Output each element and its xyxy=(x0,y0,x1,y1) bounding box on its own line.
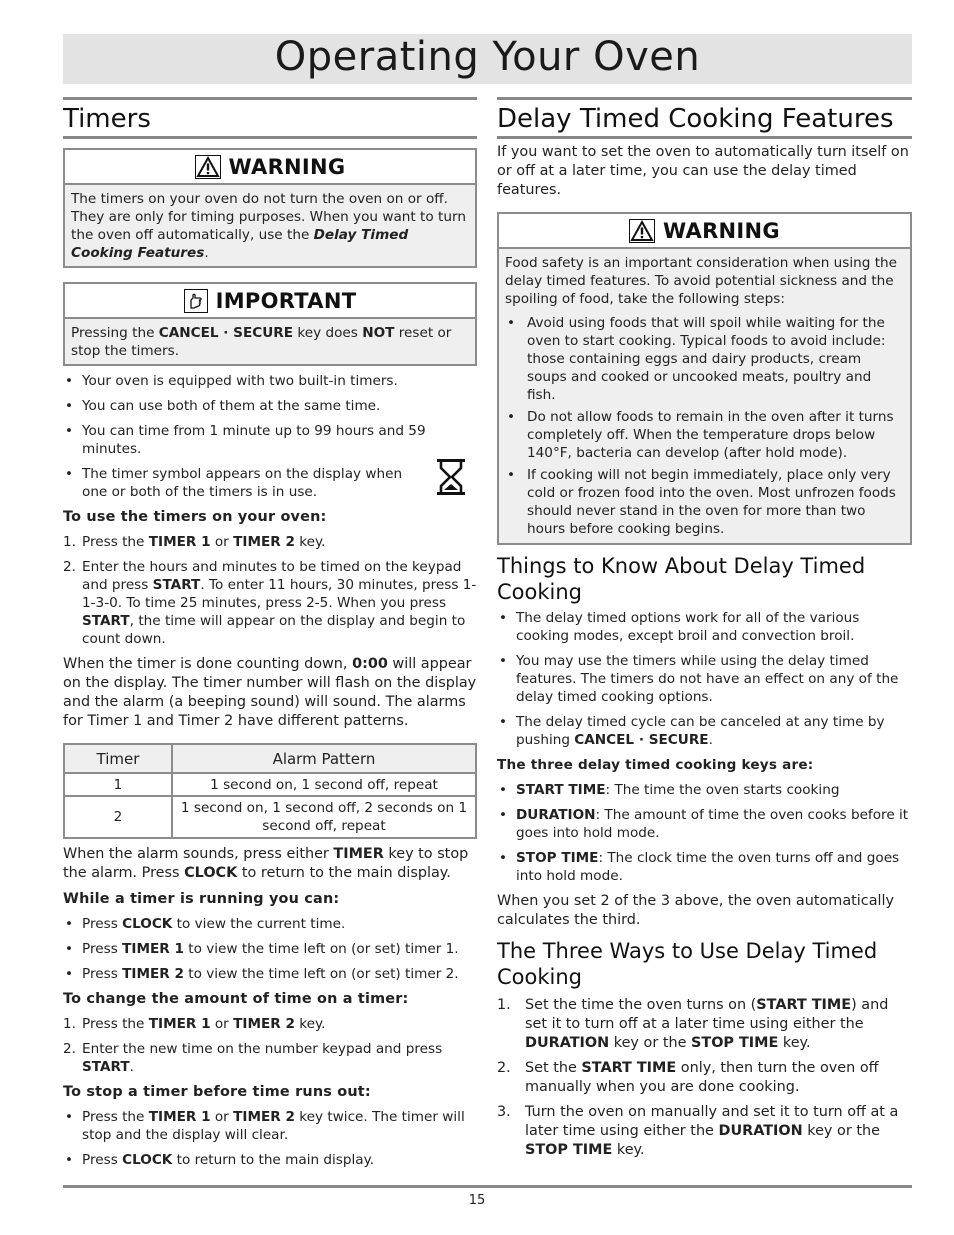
stop-time-key: STOP TIME xyxy=(525,1142,613,1158)
stop-time-key: STOP TIME xyxy=(516,850,599,866)
timer-key: TIMER xyxy=(333,846,384,862)
not-emphasis: NOT xyxy=(362,325,395,341)
step-text: Press the xyxy=(82,534,149,550)
use-timers-heading: To use the timers on your oven: xyxy=(63,509,327,525)
step-number: 2. xyxy=(497,1060,511,1076)
para-text: When the alarm sounds, press either xyxy=(63,846,334,862)
para-text: key to stop the alarm. Press xyxy=(63,846,469,881)
table-row xyxy=(64,796,476,838)
step-text: Press the xyxy=(82,1016,149,1032)
step-text: Enter the hours and minutes to be timed on the keypad and press xyxy=(82,559,462,593)
warning-header xyxy=(499,214,910,249)
item-text: The delay timed cycle can be canceled at any time by pushing xyxy=(516,714,885,748)
start-key: START xyxy=(82,1059,130,1075)
item-text: Press xyxy=(82,966,123,982)
item-text: to view the time left on (or set) timer 2. xyxy=(183,966,459,982)
three-ways-heading: The Three Ways to Use Delay Timed Cooking xyxy=(497,939,878,989)
table-cell: 2 xyxy=(64,796,172,838)
zero-display: 0:00 xyxy=(352,656,388,672)
important-header xyxy=(65,284,475,319)
start-time-key: START TIME xyxy=(756,997,852,1013)
para-text: will appear on the display. The timer number will flash on the display and the alarm (a beeping sound) will sound. The alarms for Timer 1 and Timer 2 have different patterns. xyxy=(63,656,477,729)
warning-triangle-icon xyxy=(195,155,221,179)
para-text: When the timer is done counting down, xyxy=(63,656,353,672)
warning-text-part: The timers on your oven do not turn the oven on or off. They are only for timing purposes. When you want to turn the oven off automatically, use the xyxy=(71,191,466,243)
food-safety-intro: Food safety is an important consideration when using the delay timed features. To avoid potential sickness and the spoiling of food, take the following steps: xyxy=(505,255,898,307)
list-item: • If cooking will not begin immediately, place only very cold or frozen food into the oven. Most unfrozen foods should never stand in the oven for more than two hours before cooking begins. xyxy=(505,466,904,538)
list-item: • You may use the timers while using the delay timed features. The timers do not have an effect on any of the delay timed cooking options. xyxy=(497,652,912,706)
food-safety-text xyxy=(499,249,910,543)
step-text: ) and set it to turn off at a later time using either the xyxy=(525,997,889,1032)
step-number: 1. xyxy=(497,997,511,1013)
step-text: key. xyxy=(294,534,326,550)
things-to-know-heading: Things to Know About Delay Timed Cooking xyxy=(497,554,866,604)
delay-timed-heading: Delay Timed Cooking Features xyxy=(497,97,912,139)
step-text: Set the xyxy=(525,1060,582,1076)
start-key: START xyxy=(82,613,130,629)
warning-triangle-icon xyxy=(629,219,655,243)
change-time-steps xyxy=(63,1015,477,1076)
duration-key: DURATION xyxy=(525,1035,610,1051)
warning-label: WARNING xyxy=(663,218,780,243)
important-text-part: key does xyxy=(293,325,363,341)
list-item: • You can use both of them at the same time. xyxy=(63,397,477,415)
warning-text-part: . xyxy=(204,245,209,261)
item-text: Press xyxy=(82,1152,123,1168)
column-header: Timer xyxy=(64,744,172,773)
item-text: or xyxy=(210,1109,234,1125)
food-safety-warning-box xyxy=(497,212,912,545)
table-cell: 1 xyxy=(64,773,172,796)
step-text: or xyxy=(210,534,234,550)
table-header-row xyxy=(64,744,476,773)
delay-timed-column xyxy=(497,97,912,1160)
item-text: Press xyxy=(82,941,123,957)
timer-symbol-text: The timer symbol appears on the display when one or both of the timers is in use. xyxy=(82,466,403,500)
step-number: 2. xyxy=(63,1041,76,1057)
list-item: • Your oven is equipped with two built-in timers. xyxy=(63,372,477,390)
stop-timer-list xyxy=(63,1108,477,1169)
timer1-key: TIMER 1 xyxy=(122,941,184,957)
step-text: , the time will appear on the display and begin to count down. xyxy=(82,613,466,647)
delay-keys-list xyxy=(497,781,912,885)
timer-done-paragraph xyxy=(63,655,477,731)
timer2-key: TIMER 2 xyxy=(233,534,295,550)
start-time-key: START TIME xyxy=(516,782,606,798)
step-text: Set the time the oven turns on ( xyxy=(525,997,757,1013)
timer2-key: TIMER 2 xyxy=(233,1109,295,1125)
clock-key: CLOCK xyxy=(122,1152,173,1168)
timer2-key: TIMER 2 xyxy=(122,966,184,982)
clock-key: CLOCK xyxy=(122,916,173,932)
step-number: 3. xyxy=(497,1104,511,1120)
food-safety-list xyxy=(505,314,904,538)
delay-features-ref: Delay Timed Cooking Features xyxy=(71,227,409,261)
step-text: key or the xyxy=(802,1123,880,1139)
important-text xyxy=(65,319,475,364)
step-number: 2. xyxy=(63,559,76,575)
item-text: . xyxy=(708,732,713,748)
things-to-know-list xyxy=(497,609,912,749)
timer-facts-list xyxy=(63,372,477,501)
list-item: • The delay timed options work for all of the various cooking modes, except broil and convection broil. xyxy=(497,609,912,645)
cancel-secure-key: CANCEL · SECURE xyxy=(574,732,709,748)
list-item xyxy=(497,713,912,749)
step-number: 1. xyxy=(63,1016,76,1032)
para-text: to return to the main display. xyxy=(237,865,451,881)
item-text: to view the current time. xyxy=(172,916,346,932)
item-text: key twice. The timer will stop and the display will clear. xyxy=(82,1109,465,1143)
item-text: to view the time left on (or set) timer 1. xyxy=(183,941,459,957)
step-text: key. xyxy=(294,1016,326,1032)
column-header: Alarm Pattern xyxy=(172,744,476,773)
step-text: key or the xyxy=(609,1035,692,1051)
timer1-key: TIMER 1 xyxy=(148,1016,211,1032)
delay-keys-heading: The three delay timed cooking keys are: xyxy=(497,757,814,773)
start-time-key: START TIME xyxy=(581,1060,677,1076)
step-text: only, then turn the oven off manually when you are done cooking. xyxy=(525,1060,879,1095)
duration-key: DURATION xyxy=(516,807,596,823)
important-text-part: Pressing the xyxy=(71,325,159,341)
item-text: Press xyxy=(82,916,123,932)
item-text: to return to the main display. xyxy=(172,1152,375,1168)
step-text: Enter the new time on the number keypad and press xyxy=(82,1041,443,1057)
timer2-key: TIMER 2 xyxy=(233,1016,295,1032)
list-item xyxy=(497,806,912,842)
step-text: or xyxy=(210,1016,234,1032)
page-title: Operating Your Oven xyxy=(274,34,701,80)
warning-text xyxy=(65,185,475,266)
alarm-pattern-table xyxy=(63,743,477,839)
table-cell: 1 second on, 1 second off, repeat xyxy=(172,773,476,796)
warning-header xyxy=(65,150,475,185)
clock-key: CLOCK xyxy=(184,865,238,881)
while-running-heading: While a timer is running you can: xyxy=(63,891,340,907)
timer1-key: TIMER 1 xyxy=(148,1109,211,1125)
step-text: key. xyxy=(778,1035,811,1051)
delay-intro-paragraph: If you want to set the oven to automatically turn itself on or off at a later time, you can use the delay timed features. xyxy=(497,144,909,198)
list-item xyxy=(63,558,477,648)
timers-warning-box xyxy=(63,148,477,268)
timers-column xyxy=(63,97,477,1169)
important-hand-icon xyxy=(184,289,208,313)
step-text: . xyxy=(129,1059,134,1075)
important-label: IMPORTANT xyxy=(215,288,357,313)
list-item xyxy=(497,996,912,1053)
page-title-bar xyxy=(63,34,912,84)
duration-key: DURATION xyxy=(718,1123,803,1139)
item-text: Press the xyxy=(82,1109,149,1125)
stop-time-key: STOP TIME xyxy=(691,1035,779,1051)
timer1-key: TIMER 1 xyxy=(148,534,211,550)
step-text: Turn the oven on manually and set it to turn off at a later time using either the xyxy=(525,1104,899,1139)
step-text: key. xyxy=(612,1142,645,1158)
table-row xyxy=(64,773,476,796)
page-number: 15 xyxy=(468,1193,486,1208)
change-time-heading: To change the amount of time on a timer: xyxy=(63,991,409,1007)
list-item xyxy=(63,915,477,933)
list-item xyxy=(63,1015,477,1033)
table-cell: 1 second on, 1 second off, 2 seconds on 1 second off, repeat xyxy=(172,796,476,838)
list-item xyxy=(63,940,477,958)
important-text-part: reset or stop the timers. xyxy=(71,325,452,359)
footer-divider xyxy=(63,1185,912,1188)
list-item xyxy=(497,849,912,885)
alarm-sounds-paragraph xyxy=(63,845,477,883)
list-item xyxy=(63,533,477,551)
item-text: : The amount of time the oven cooks before it goes into hold mode. xyxy=(516,807,909,841)
step-text: . To enter 11 hours, 30 minutes, press 1-1-3-0. To time 25 minutes, press 2-5. When you press xyxy=(82,577,477,611)
cancel-secure-key: CANCEL · SECURE xyxy=(158,325,294,341)
item-text: : The time the oven starts cooking xyxy=(605,782,840,798)
timers-important-box xyxy=(63,282,477,366)
list-item xyxy=(497,1103,912,1160)
warning-label: WARNING xyxy=(228,154,346,179)
while-running-list xyxy=(63,915,477,983)
step-number: 1. xyxy=(63,534,76,550)
three-ways-list xyxy=(497,996,912,1160)
list-item xyxy=(63,465,477,501)
list-item xyxy=(63,1151,477,1169)
list-item xyxy=(63,965,477,983)
list-item: • Do not allow foods to remain in the oven after it turns completely off. When the temperature drops below 140°F, bacteria can develop (after hold mode). xyxy=(505,408,904,462)
list-item xyxy=(63,1108,477,1144)
stop-timer-heading: To stop a timer before time runs out: xyxy=(63,1084,371,1100)
list-item xyxy=(63,1040,477,1076)
auto-calc-paragraph: When you set 2 of the 3 above, the oven automatically calculates the third. xyxy=(497,893,895,928)
list-item: • You can time from 1 minute up to 99 hours and 59 minutes. xyxy=(63,422,477,458)
timers-heading: Timers xyxy=(63,97,477,139)
list-item xyxy=(497,1059,912,1097)
list-item: • Avoid using foods that will spoil while waiting for the oven to start cooking. Typical foods to avoid include: those containing eggs and dairy products, cream soups and cooked or uncooked meats, poultry and fish. xyxy=(505,314,904,404)
use-timers-steps xyxy=(63,533,477,648)
list-item xyxy=(497,781,912,799)
hourglass-icon xyxy=(435,457,467,497)
item-text: : The clock time the oven turns off and goes into hold mode. xyxy=(516,850,900,884)
start-key: START xyxy=(152,577,201,593)
